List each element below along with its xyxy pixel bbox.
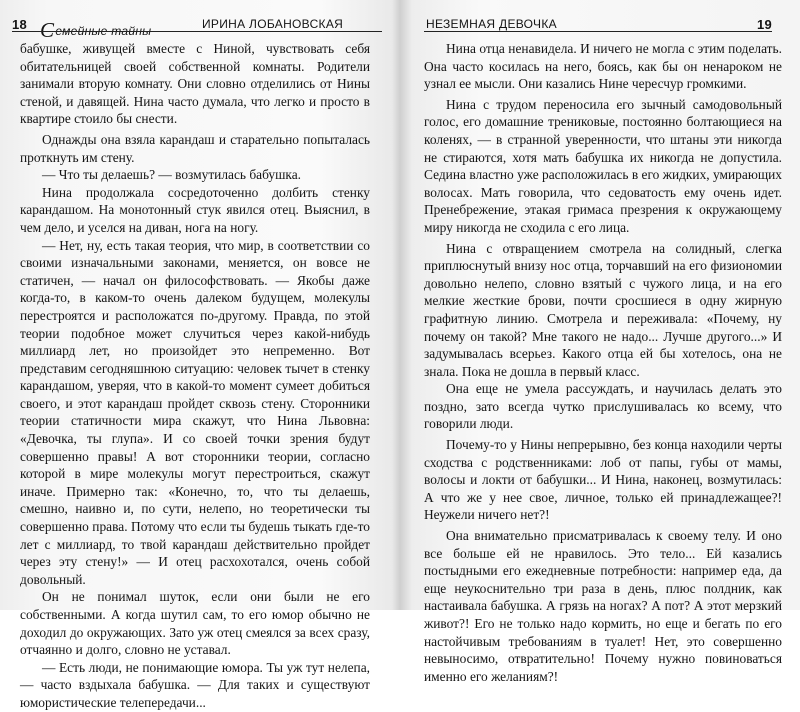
series-title-rest: емейные тайны <box>55 24 152 38</box>
right-page-number: 19 <box>756 17 772 32</box>
right-running-header <box>424 14 772 34</box>
paragraph: Нина с отвращением смотрела на солидный, слегка приплюснутый внизу нос отца, торчавший на его физиономии довольно нелепо, словно взятый с чужого лица, и на его мелкие жесткие брови, почти сросшиеся в одну жирную графитную линию. Смотрела и переживала: «Почему, ну почему он такой? Мне такого не надо... Лучше другого...» И задумывалась всерьез. Какого отца ей бы хотелось, она не знала. Пока не дошла в первый класс. <box>424 240 782 379</box>
left-page-number: 18 <box>12 17 28 32</box>
paragraph: — Что ты делаешь? — возмутилась бабушка. <box>42 167 302 183</box>
paragraph: бабушке, живущей вместе с Ниной, чувствовать себя обитательницей своей собственной комнаты. Родители занимали вторую комнату. Они словно отделились от Нины стеной, и давящей. Нина часто думала, что легко и просто в квартире стоило бы снести. <box>20 41 370 127</box>
right-page <box>400 0 800 684</box>
right-body-text <box>424 40 782 685</box>
series-title-cap: С <box>40 18 55 42</box>
author-name: ИРИНА ЛОБАНОВСКАЯ <box>202 17 344 31</box>
paragraph: Однажды она взяла карандаш и старательно попыталась проткнуть им стену. <box>20 131 370 165</box>
paragraph: Почему-то у Нины непрерывно, без конца находили черты сходства с родственниками: лоб от папы, губы от мамы, волосы и локти от бабушки... И Нина, наконец, возмутилась: А что же у нее свое, личное, только ей принадлежащее?! Неужели ничего нет?! <box>424 437 782 523</box>
header-rule <box>12 31 382 32</box>
paragraph: Она еще не умела рассуждать, и научилась делать это поздно, зато всегда чутко прислушивалась ко всему, что говорили люди. <box>424 381 782 432</box>
book-title: НЕЗЕМНАЯ ДЕВОЧКА <box>426 17 557 31</box>
paragraph: Нина с трудом переносила его зычный самодовольный голос, его домашние трениковые, постоянно болтающиеся на коленях, — в странной уверенности, что штаны эти никогда не стираются, хотя мать бабушка их никогда не допустила. Седина властно уже расположилась в его жидких, умирающих волосах. Мать говорила, что седоватость ему очень идет. Пренебрежение, этакая гримаса презрения к окружающему миру никогда не сходила с его лица. <box>424 96 782 235</box>
left-running-header <box>12 14 382 42</box>
header-rule <box>424 31 772 32</box>
paragraph: — Есть люди, не понимающие юмора. Ты уж тут нелепа, — часто вздыхала бабушка. — Для таких и существуют юмористические телепередачи... <box>20 659 370 710</box>
paragraph: Она внимательно присматривалась к своему телу. И оно все больше ей не нравилось. Это тело... Ей казались постыдными его ежедневные потребности: например еда, да еще неукоснительно три раза в день, плюс полдник, как настаивала бабушка. А грязь на ногах? А пот? А этот мерзкий живот?! Его не только надо кормить, но еще и бегать по его настойчивым требованиям в туалет! Нет, это совершенно невыносимо, отвратительно! Почему нужно повиноваться именно его желаниям?! <box>424 528 782 684</box>
paragraph: Он не понимал шуток, если они были не его собственными. А когда шутил сам, то его юмор обычно не доходил до окружающих. Зато уж отец смеялся за всех сразу, отчаянно и долго, словно не уставал. <box>20 589 370 658</box>
paragraph: — Нет, ну, есть такая теория, что мир, в соответствии со своими изначальными законами, меняется, он вовсе не статичен, — начал он философствовать. — Якобы даже когда-то, в каком-то очень далеком будущем, молекулы перестроятся и расположатся по-другому. Правда, по этой теории подобное может случиться через какой-нибудь миллиард лет, но произойдет это непременно. Вот представим сегодняшнюю ситуацию: человек тычет в стенку карандашом, уверяя, что в какой-то момент сумеет добиться своего, и этот карандаш пройдет сквозь стену. Сторонники теории статичности мира скажут, что Нина Львовна: «Девочка, ты глупа». И со своей точки зрения будут совершенно правы! А вот сторонники теории, согласно которой в мире молекулы могут перестроиться, скажут иначе. Примерно так: «Конечно, то, что ты делаешь, смешно, наивно и, по сути, нелепо, но теоретически ты совершенно права. Потому что если ты будешь тыкать где-то лет с миллиард, то твой карандаш действительно пройдет через эту стену!» — И отец расхохотался, очень собой довольный. <box>20 237 370 587</box>
paragraph: Нина продолжала сосредоточенно долбить стенку карандашом. На монотонный стук явился отец. Выяснил, в чем дело, и уселся на диван, нога на ногу. <box>20 184 370 235</box>
left-body-text <box>20 40 370 712</box>
series-title <box>40 16 151 41</box>
left-page <box>0 0 392 710</box>
paragraph: Нина отца ненавидела. И ничего не могла с этим поделать. Она часто косилась на него, боясь, как бы он ненароком не узнал ее мысли. Они казались Нине чересчур громкими. <box>424 41 782 92</box>
